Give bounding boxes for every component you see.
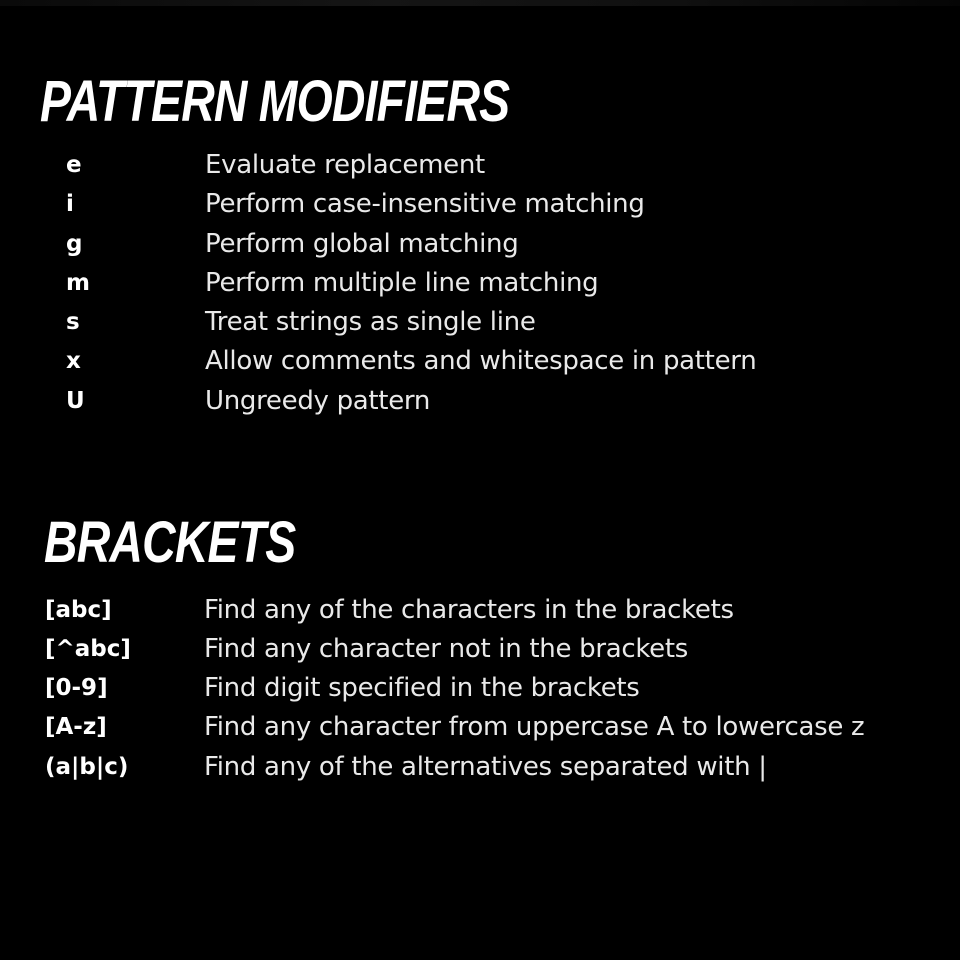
pattern-modifiers-heading: PATTERN MODIFIERS — [40, 69, 510, 134]
bracket-row — [0, 630, 960, 669]
bracket-row — [0, 708, 960, 747]
bracket-row — [0, 748, 960, 787]
modifier-row — [0, 225, 960, 264]
modifier-key: i — [66, 191, 74, 217]
modifier-row — [0, 185, 960, 224]
bracket-row — [0, 591, 960, 630]
modifier-key: e — [66, 152, 82, 178]
modifier-row — [0, 382, 960, 421]
brackets-heading: BRACKETS — [44, 510, 296, 575]
bracket-key: [abc] — [45, 597, 112, 623]
modifier-description: Perform multiple line matching — [205, 268, 599, 298]
modifier-description: Ungreedy pattern — [205, 386, 431, 416]
modifier-row — [0, 264, 960, 303]
modifier-key: s — [66, 309, 80, 335]
modifier-key: x — [66, 348, 81, 374]
bracket-key: [A-z] — [45, 714, 107, 740]
modifier-row — [0, 146, 960, 185]
bracket-description: Find digit specified in the brackets — [204, 673, 640, 703]
modifier-description: Allow comments and whitespace in pattern — [205, 346, 757, 376]
modifier-description: Perform global matching — [205, 229, 519, 259]
modifier-row — [0, 342, 960, 381]
bracket-key: (a|b|c) — [45, 754, 129, 780]
modifier-description: Perform case-insensitive matching — [205, 189, 645, 219]
modifier-description: Treat strings as single line — [205, 307, 536, 337]
modifier-key: m — [66, 270, 90, 296]
bracket-row — [0, 669, 960, 708]
modifier-key: g — [66, 231, 83, 257]
modifier-key: U — [66, 388, 85, 414]
bracket-key: [0-9] — [45, 675, 108, 701]
bracket-description: Find any character not in the brackets — [204, 634, 688, 664]
bracket-description: Find any character from uppercase A to lowercase z — [204, 712, 865, 742]
bracket-key: [^abc] — [45, 636, 131, 662]
bracket-description: Find any of the characters in the brackets — [204, 595, 734, 625]
modifier-description: Evaluate replacement — [205, 150, 485, 180]
bracket-description: Find any of the alternatives separated with | — [204, 752, 767, 782]
top-strip-decoration — [0, 0, 960, 6]
modifier-row — [0, 303, 960, 342]
